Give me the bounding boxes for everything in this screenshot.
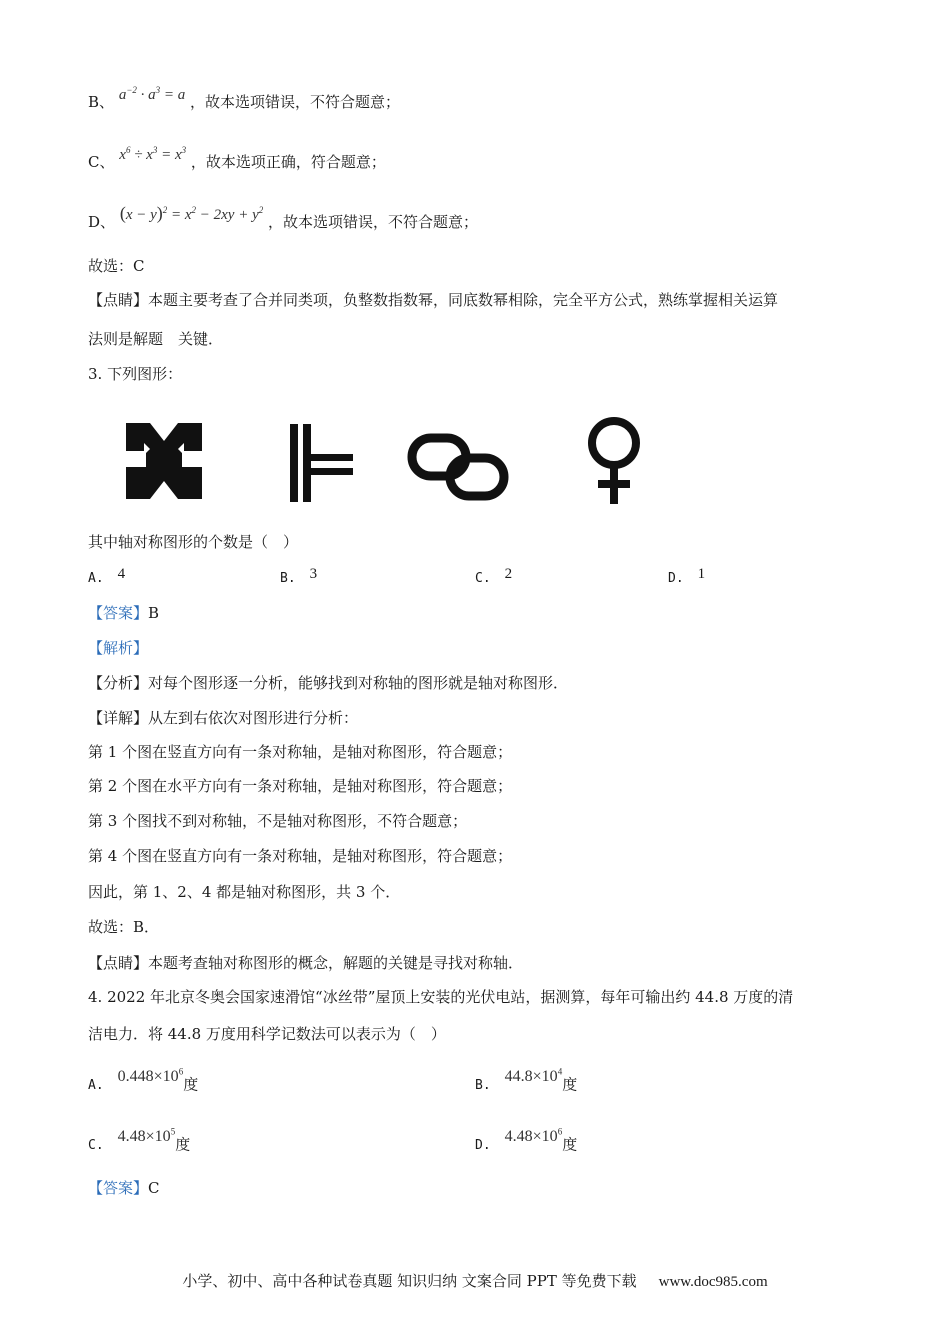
- option-value: 1: [697, 566, 706, 582]
- q2-choice: 故选：C: [88, 257, 145, 275]
- q2-option-c: [88, 145, 386, 173]
- q2-option-b: [88, 85, 401, 113]
- mantissa: 0.448×10: [117, 1068, 179, 1086]
- q3-detail-line-3: 第 3 个图找不到对称轴，不是轴对称图形，不符合题意；: [88, 812, 468, 830]
- q4-answer: [88, 1178, 160, 1198]
- option-label: B.: [280, 571, 296, 586]
- option-label: D、: [88, 213, 116, 231]
- option-label: B.: [475, 1078, 491, 1094]
- q2-option-d: [88, 203, 479, 233]
- q3-stem: 3. 下列图形：: [88, 365, 183, 383]
- mantissa: 4.48×10: [504, 1128, 558, 1146]
- option-mantissa: [505, 1068, 563, 1085]
- detail-text: 从左到右依次对图形进行分析：: [148, 709, 359, 727]
- q3-comment: [88, 953, 523, 973]
- option-label: B、: [88, 93, 115, 111]
- q2-comment-line-2: 法则是解题 关键．: [88, 330, 224, 348]
- exponent: 5: [170, 1127, 176, 1137]
- formula: $a^{-2} \cdot a^3 = a$: [118, 85, 186, 103]
- option-mantissa: [118, 1128, 176, 1145]
- option-value: 2: [504, 566, 513, 582]
- q3-detail-line-6: 故选：B．: [88, 918, 160, 936]
- q3-analysis-heading: [88, 638, 148, 658]
- answer-value: B: [148, 604, 160, 622]
- option-label: D.: [668, 571, 684, 586]
- q4-stem-line-1: 4. 2022 年北京冬奥会国家速滑馆“冰丝带”屋顶上安装的光伏电站，据测算，每年可输出约 44.8 万度的清: [88, 988, 794, 1006]
- q3-option-b: [280, 568, 317, 589]
- footer-link[interactable]: www.doc985.com: [658, 1274, 768, 1290]
- answer-tag: 【答案】: [88, 604, 149, 622]
- q4-option-d: [475, 1127, 578, 1156]
- option-mantissa: [505, 1128, 563, 1145]
- fenxi-tag: 【分析】: [88, 674, 149, 692]
- option-value: 3: [309, 566, 318, 582]
- fenxi-text: 对每个图形逐一分析，能够找到对称轴的图形就是轴对称图形．: [148, 674, 569, 692]
- option-unit: 度: [175, 1135, 191, 1154]
- exponent: 6: [178, 1067, 184, 1077]
- q3-detail: [88, 708, 358, 728]
- q3-answer: [88, 603, 159, 623]
- figure-1-square-pattern: [126, 423, 202, 499]
- option-value: 4: [117, 566, 126, 582]
- q3-option-d: [668, 568, 705, 589]
- option-text: ，故本选项错误，不符合题意；: [268, 213, 479, 231]
- q3-detail-line-4: 第 4 个图在竖直方向有一条对称轴，是轴对称图形，符合题意；: [88, 847, 513, 865]
- exponent: 6: [557, 1127, 563, 1137]
- option-label: C.: [88, 1138, 104, 1154]
- answer-tag: 【答案】: [88, 1179, 149, 1197]
- q2-comment-line-1: [88, 290, 778, 310]
- answer-value: C: [148, 1179, 160, 1197]
- option-label: D.: [475, 1138, 491, 1154]
- formula: $(x - y)^2 = x^2 - 2xy + y^2$: [119, 203, 264, 223]
- option-text: ，故本选项错误，不符合题意；: [190, 93, 401, 111]
- option-unit: 度: [562, 1135, 578, 1154]
- detail-tag: 【详解】: [88, 709, 149, 727]
- q4-stem-line-2: 洁电力．将 44.8 万度用科学记数法可以表示为（ ）: [88, 1025, 446, 1043]
- option-unit: 度: [183, 1075, 199, 1094]
- figure-2-bars: [290, 424, 354, 504]
- q4-option-b: [475, 1067, 578, 1096]
- mantissa: 4.48×10: [117, 1128, 171, 1146]
- q3-option-c: [475, 568, 512, 589]
- figure-3-linked-rings: [407, 432, 509, 504]
- exponent: 4: [557, 1067, 563, 1077]
- option-text: ，故本选项正确，符合题意；: [190, 153, 386, 171]
- option-mantissa: [118, 1068, 184, 1085]
- option-label: C、: [88, 153, 115, 171]
- footer: [0, 1270, 950, 1291]
- q3-detail-line-5: 因此，第 1、2、4 都是轴对称图形，共 3 个．: [88, 883, 401, 901]
- option-label: A.: [88, 571, 104, 586]
- q3-detail-line-1: 第 1 个图在竖直方向有一条对称轴，是轴对称图形，符合题意；: [88, 743, 513, 761]
- q3-option-a: [88, 568, 125, 589]
- option-label: A.: [88, 1078, 104, 1094]
- q3-fenxi: [88, 673, 568, 693]
- footer-text: 小学、初中、高中各种试卷真题 知识归纳 文案合同 PPT 等免费下载: [182, 1272, 637, 1290]
- option-unit: 度: [562, 1075, 578, 1094]
- comment-text: 本题主要考查了合并同类项，负整数指数幂，同底数幂相除，完全平方公式，熟练掌握相关运算: [148, 291, 779, 309]
- q3-detail-line-2: 第 2 个图在水平方向有一条对称轴，是轴对称图形，符合题意；: [88, 777, 513, 795]
- comment-text: 本题考查轴对称图形的概念，解题的关键是寻找对称轴．: [148, 954, 524, 972]
- formula: $x^6 \div x^3 = x^3$: [119, 145, 187, 163]
- analysis-tag: 【解析】: [88, 639, 149, 657]
- q4-option-a: [88, 1067, 199, 1096]
- option-label: C.: [475, 571, 491, 586]
- mantissa: 44.8×10: [504, 1068, 558, 1086]
- q4-option-c: [88, 1127, 191, 1156]
- comment-tag: 【点睛】: [88, 291, 149, 309]
- figure-4-female-symbol: [582, 416, 646, 508]
- comment-tag: 【点睛】: [88, 954, 149, 972]
- q3-question: 其中轴对称图形的个数是（ ）: [88, 533, 299, 551]
